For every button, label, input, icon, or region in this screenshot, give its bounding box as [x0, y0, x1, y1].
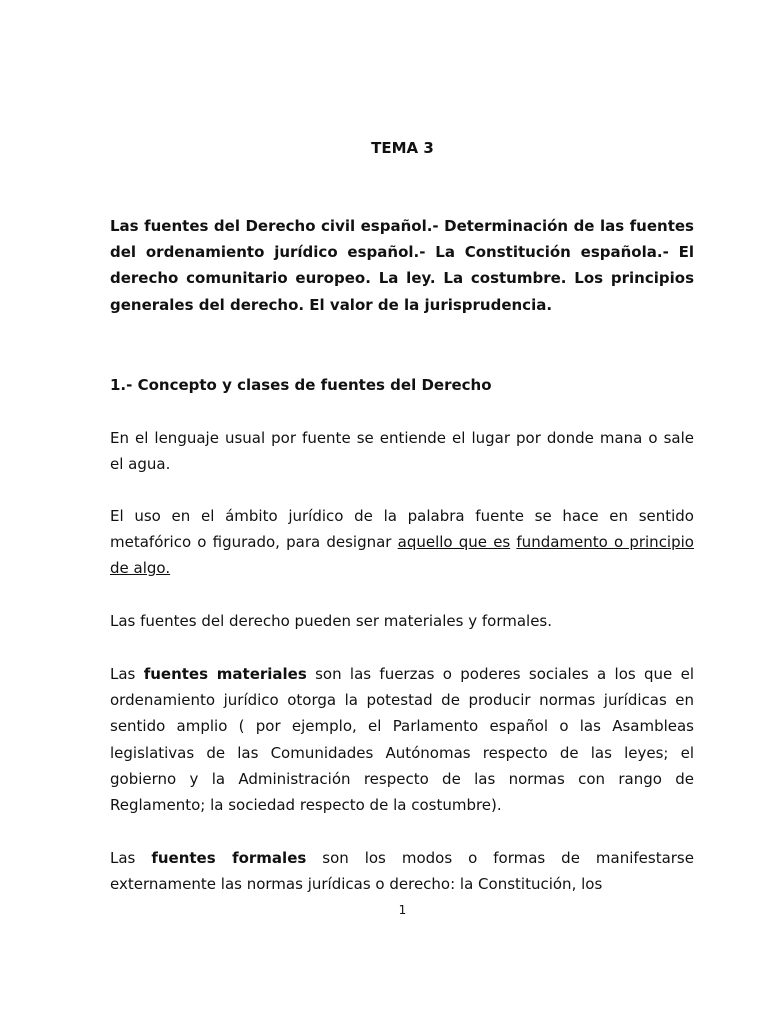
paragraph-4-pre: Las [110, 665, 144, 683]
paragraph-2 [110, 503, 694, 582]
paragraph-1-text: En el lenguaje usual por fuente se entiende el lugar por donde mana o sale el agua. [110, 429, 694, 474]
topic-heading-text: Las fuentes del Derecho civil español.- Determinación de las fuentes del ordenamiento jurídico español.- La Constitución española.- El derecho comunitario europeo. La ley. La costumbre. Los principios generales del derecho. El valor de la jurisprudencia. [110, 217, 694, 314]
paragraph-5-text [110, 845, 694, 897]
term-fuentes-formales: fuentes formales [151, 849, 307, 867]
paragraph-5-post: son los modos o formas de manifestarse externamente las normas jurídicas o derecho: la Constitución, los [110, 849, 694, 894]
paragraph-5-pre: Las [110, 849, 152, 867]
paragraph-1 [110, 425, 694, 477]
paragraph-4-text [110, 661, 694, 818]
paragraph-2-text [110, 503, 694, 582]
term-fuentes-materiales: fuentes materiales [143, 665, 307, 683]
section-title [110, 372, 694, 398]
document-title: TEMA 3 [371, 139, 434, 157]
topic-heading [110, 213, 694, 318]
paragraph-3 [110, 608, 694, 634]
paragraph-4 [110, 661, 694, 818]
paragraph-2-text-a: El uso en el ámbito jurídico de la palabra fuente se hace en sentido metafórico o figurado, para designar [110, 507, 694, 552]
underlined-phrase-1: aquello que es [397, 533, 511, 552]
section-title-text: 1.- Concepto y clases de fuentes del Derecho [110, 376, 492, 394]
paragraph-5 [110, 845, 694, 897]
paragraph-4-post: son las fuerzas o poderes sociales a los que el ordenamiento jurídico otorga la potestad de producir normas jurídicas en sentido amplio ( por ejemplo, el Parlamento español o las Asambleas legislativas de las Comunidades Autónomas respecto de las leyes; el gobierno y la Administración respecto de las normas con rango de Reglamento; la sociedad respecto de la costumbre). [110, 665, 694, 815]
paragraph-3-text: Las fuentes del derecho pueden ser materiales y formales. [110, 612, 553, 630]
page-number: 1 [398, 903, 407, 917]
underlined-phrase-2: fundamento o principio de algo. [110, 533, 694, 578]
